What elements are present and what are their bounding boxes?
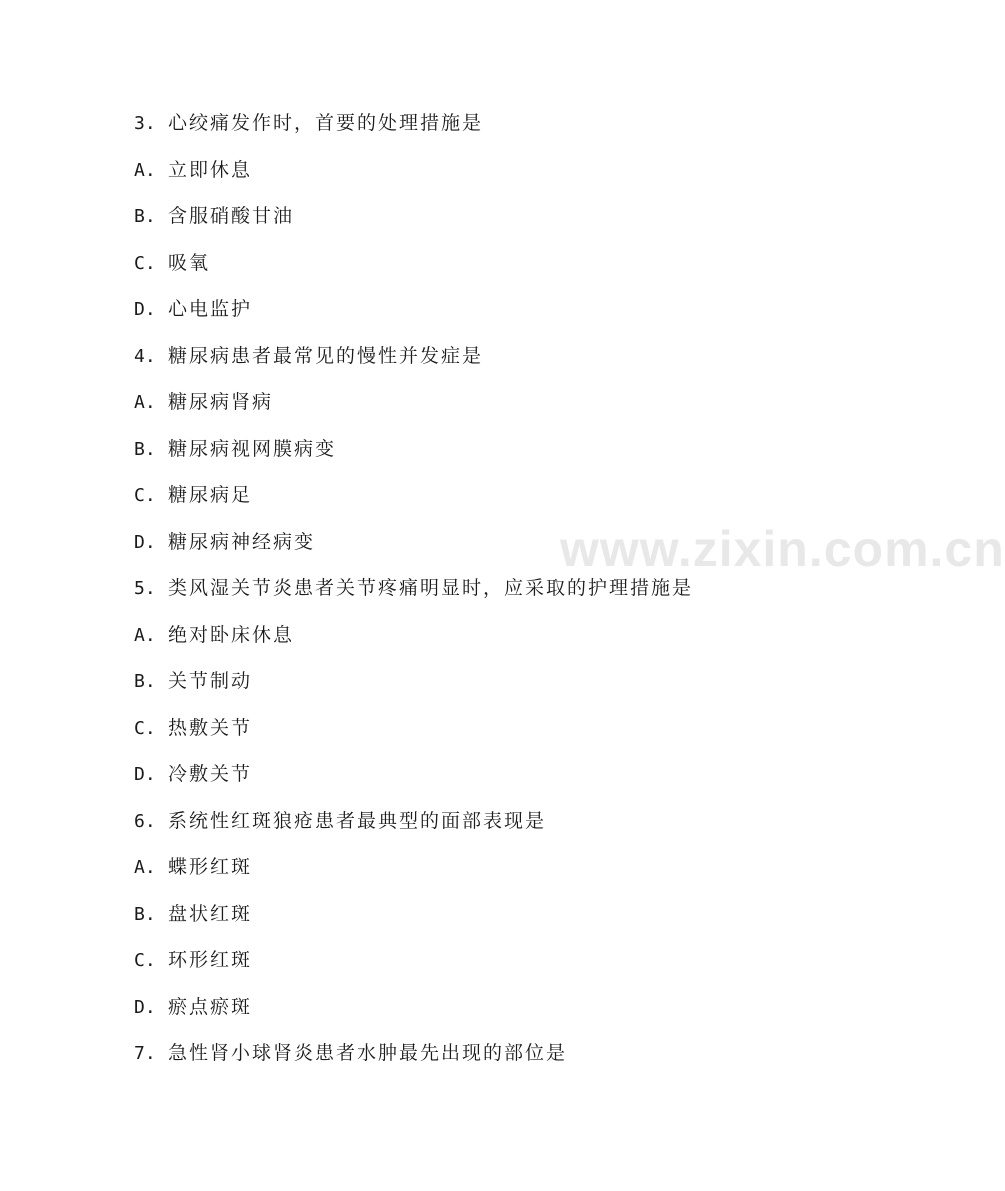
question-line <box>134 802 874 849</box>
line-number: D. <box>134 764 156 785</box>
line-text: 心电监护 <box>168 298 253 320</box>
line-text: 糖尿病神经病变 <box>168 530 316 553</box>
line-number: D. <box>134 299 156 320</box>
line-text: 类风湿关节炎患者关节疼痛明显时，应采取的护理措施是 <box>168 577 694 599</box>
option-line <box>134 662 874 709</box>
option-line <box>134 290 874 337</box>
line-text: 关节制动 <box>168 670 253 692</box>
line-number: B. <box>134 903 156 925</box>
line-number: B. <box>134 671 156 692</box>
option-line <box>134 895 874 942</box>
line-number: 5. <box>134 578 156 599</box>
option-line <box>134 616 874 663</box>
line-text: 糖尿病肾病 <box>168 391 274 413</box>
line-text: 立即休息 <box>168 158 253 181</box>
line-number: B. <box>134 206 156 227</box>
line-text: 冷敷关节 <box>168 763 253 785</box>
line-text: 盘状红斑 <box>168 902 253 925</box>
line-number: D. <box>134 531 156 553</box>
line-text: 糖尿病足 <box>168 484 253 506</box>
watermark: www.zixin.com.cn <box>560 521 1005 577</box>
line-text: 急性肾小球肾炎患者水肿最先出现的部位是 <box>168 1042 568 1064</box>
option-line <box>134 383 874 430</box>
option-line <box>134 430 874 477</box>
line-number: 6. <box>134 810 156 832</box>
line-text: 环形红斑 <box>168 949 253 971</box>
line-number: C. <box>134 485 156 506</box>
option-line <box>134 151 874 198</box>
line-number: A. <box>134 857 156 878</box>
question-line <box>134 1034 874 1081</box>
question-line <box>134 569 874 616</box>
line-number: 3. <box>134 113 156 134</box>
line-number: 4. <box>134 345 156 367</box>
line-text: 系统性红斑狼疮患者最典型的面部表现是 <box>168 809 547 832</box>
line-text: 吸氧 <box>168 251 211 274</box>
option-line <box>134 755 874 802</box>
line-text: 糖尿病患者最常见的慢性并发症是 <box>168 344 484 367</box>
line-text: 蝶形红斑 <box>168 856 253 878</box>
line-number: C. <box>134 950 156 971</box>
line-text: 热敷关节 <box>168 716 253 739</box>
line-text: 含服硝酸甘油 <box>168 205 295 227</box>
option-line <box>134 941 874 988</box>
option-line <box>134 848 874 895</box>
option-line <box>134 197 874 244</box>
option-line <box>134 988 874 1035</box>
line-number: D. <box>134 996 156 1018</box>
option-line <box>134 523 874 570</box>
line-number: C. <box>134 252 156 274</box>
line-text: 绝对卧床休息 <box>168 623 295 646</box>
question-list <box>134 104 874 1081</box>
line-number: B. <box>134 438 156 460</box>
line-number: C. <box>134 717 156 739</box>
line-number: A. <box>134 159 156 181</box>
question-line <box>134 337 874 384</box>
line-text: 糖尿病视网膜病变 <box>168 437 337 460</box>
line-number: A. <box>134 392 156 413</box>
line-text: 瘀点瘀斑 <box>168 995 253 1018</box>
question-line <box>134 104 874 151</box>
line-number: A. <box>134 624 156 646</box>
option-line <box>134 476 874 523</box>
line-text: 心绞痛发作时，首要的处理措施是 <box>168 112 484 134</box>
option-line <box>134 709 874 756</box>
option-line <box>134 244 874 291</box>
line-number: 7. <box>134 1043 156 1064</box>
